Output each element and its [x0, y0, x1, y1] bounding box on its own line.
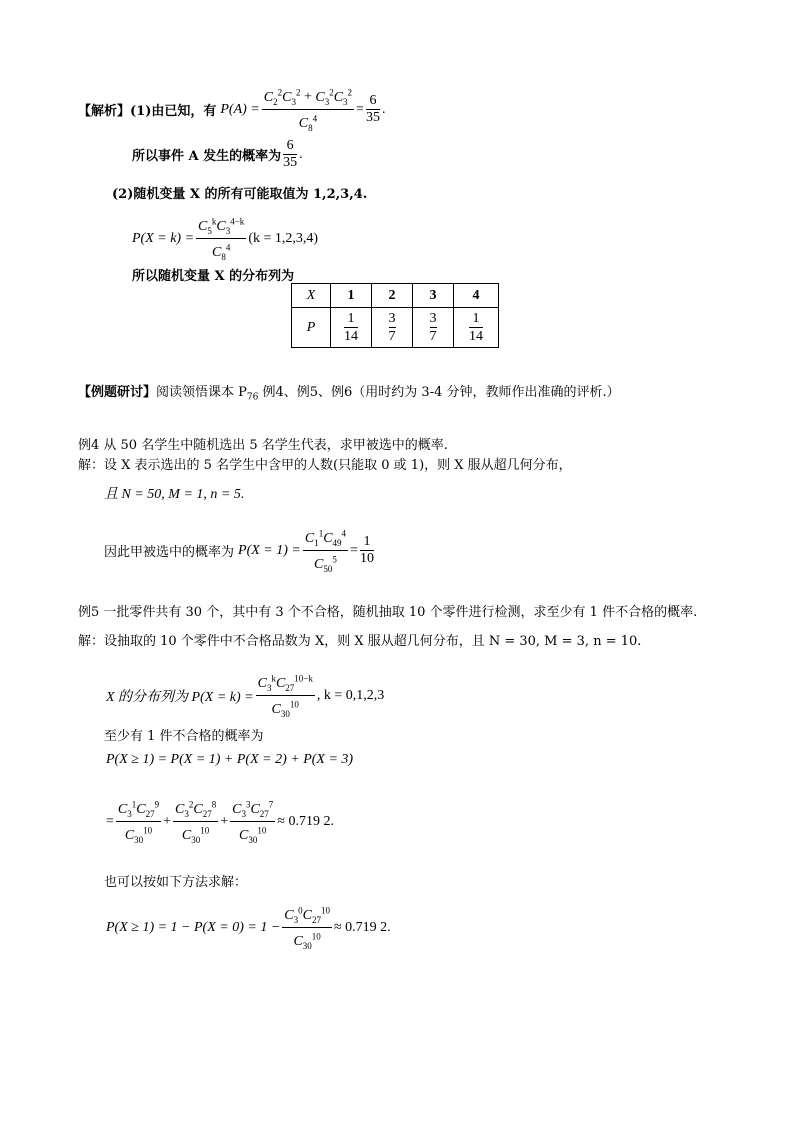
- ex5-title: 例5 一批零件共有 30 个，其中有 3 个不合格，随机抽取 10 个零件进行检测，求至少有 1 件不合格的概率.: [78, 605, 698, 620]
- conclusion-fraction: $\frac{6}{35}$: [283, 138, 298, 170]
- ex5-alt-fraction: $\frac{C_3^0C_{27}^{10}}{C_{30}^{10}}$: [282, 902, 332, 954]
- pk-formula: [132, 213, 318, 265]
- study-line: [78, 381, 620, 403]
- table-cell: $\frac{3}{7}$: [413, 308, 454, 348]
- analysis-line-1: 【解析】 (1)由已知，有 P(A) = $\frac{C_2^2C_3^2 + C_3^2C_3^2}{C_8^4}$ = $\frac{6}{35}$ .: [78, 84, 385, 136]
- table-cell: X: [292, 284, 331, 308]
- table-cell: 2: [372, 284, 413, 308]
- p-a-result: $\frac{6}{35}$: [365, 93, 380, 126]
- ex5-alt-lhs: P(X ≥ 1) = 1 − P(X = 0) = 1 −: [106, 919, 281, 935]
- ex4-lhs: P(X = 1) =: [238, 542, 301, 558]
- ex5-alt-formula: [106, 902, 391, 954]
- ex5-dist: [106, 670, 384, 722]
- ex5-sum-line: P(X ≥ 1) = P(X = 1) + P(X = 2) + P(X = 3): [106, 752, 354, 767]
- ex5-alt: 也可以按如下方法求解：: [104, 875, 248, 890]
- ex4-fraction: $\frac{C_1^1C_{49}^4}{C_{50}^5}$: [303, 525, 348, 577]
- ex4-params: 且 N = 50, M = 1, n = 5.: [104, 487, 245, 502]
- pk-fraction: $\frac{C_5^kC_3^{4-k}}{C_8^4}$: [196, 213, 246, 265]
- table-cell: $\frac{1}{14}$: [454, 308, 499, 348]
- distribution-table: [291, 283, 499, 348]
- study-rest: 例4、例5、例6（用时约为 3-4 分钟，教师作出准确的评析.）: [258, 385, 620, 400]
- table-cell: $\frac{3}{7}$: [372, 308, 413, 348]
- analysis-part1: (1)由已知，有: [130, 104, 217, 120]
- ex4-solution: 解：设 X 表示选出的 5 名学生中含甲的人数(只能取 0 或 1)，则 X 服从超几何分布，: [78, 458, 572, 473]
- ex5-solution: 解：设抽取的 10 个零件中不合格品数为 X，则 X 服从超几何分布，且 N = 30, M = 3, n = 10.: [78, 634, 642, 649]
- equals-sign: =: [356, 101, 364, 117]
- dist-intro: 所以随机变量 X 的分布列为: [132, 269, 295, 284]
- ex5-sum-fractions: = $\frac{C_3^1C_{27}^9}{C_{30}^{10}}$ + $\frac{C_3^2C_{27}^8}{C_{30}^{10}}$ + $\frac{C_3^3C_{27}^7}{C_{30}^{10}}$ ≈ 0.719 2.: [106, 796, 334, 848]
- ex5-term-3: $\frac{C_3^3C_{27}^7}{C_{30}^{10}}$: [230, 796, 275, 848]
- p-a-fraction: $\frac{C_2^2C_3^2 + C_3^2C_3^2}{C_8^4}$: [262, 84, 354, 136]
- ex5-dist-fraction: $\frac{C_3^kC_{27}^{10-k}}{C_{30}^{10}}$: [256, 670, 315, 722]
- pk-range: (k = 1,2,3,4): [248, 230, 319, 246]
- study-label: 【例题研讨】: [78, 385, 157, 400]
- pk-lhs: P(X = k) =: [132, 230, 195, 246]
- analysis-label: 【解析】: [78, 104, 131, 120]
- table-cell: 3: [413, 284, 454, 308]
- table-cell: 1: [331, 284, 372, 308]
- table-row: [292, 308, 499, 348]
- analysis-part2: (2)随机变量 X 的所有可能取值为 1,2,3,4.: [112, 187, 368, 202]
- ex4-conclusion: 因此甲被选中的概率为 P(X = 1) = $\frac{C_1^1C_{49}^4}{C_{50}^5}$ = $\frac{1}{10}$: [104, 525, 376, 577]
- analysis-conclusion: 所以事件 A 发生的概率为 $\frac{6}{35}$ .: [132, 138, 303, 170]
- ex5-dist-lhs: X 的分布列为 P(X = k) =: [106, 689, 254, 705]
- ex4-title: 例4 从 50 名学生中随机选出 5 名学生代表，求甲被选中的概率.: [78, 438, 448, 453]
- ex5-term-1: $\frac{C_3^1C_{27}^9}{C_{30}^{10}}$: [116, 796, 161, 848]
- table-header-row: [292, 284, 499, 308]
- ex5-atleast: 至少有 1 件不合格的概率为: [104, 729, 264, 744]
- p-a-lhs: P(A) =: [220, 101, 260, 117]
- ex4-result: $\frac{1}{10}$: [359, 534, 374, 567]
- table-cell: P: [292, 308, 331, 348]
- conclusion-text: 所以事件 A 发生的概率为: [132, 149, 282, 164]
- ex5-dist-range: , k = 0,1,2,3: [316, 687, 385, 703]
- table-cell: $\frac{1}{14}$: [331, 308, 372, 348]
- study-page: 76: [246, 392, 259, 403]
- table-cell: 4: [454, 284, 499, 308]
- ex5-alt-approx: ≈ 0.719 2.: [333, 919, 391, 935]
- ex5-term-2: $\frac{C_3^2C_{27}^8}{C_{30}^{10}}$: [173, 796, 218, 848]
- ex5-approx: ≈ 0.719 2.: [277, 813, 334, 829]
- ex4-conclusion-text: 因此甲被选中的概率为: [104, 545, 235, 561]
- study-text: 阅读领悟课本 P: [156, 385, 247, 400]
